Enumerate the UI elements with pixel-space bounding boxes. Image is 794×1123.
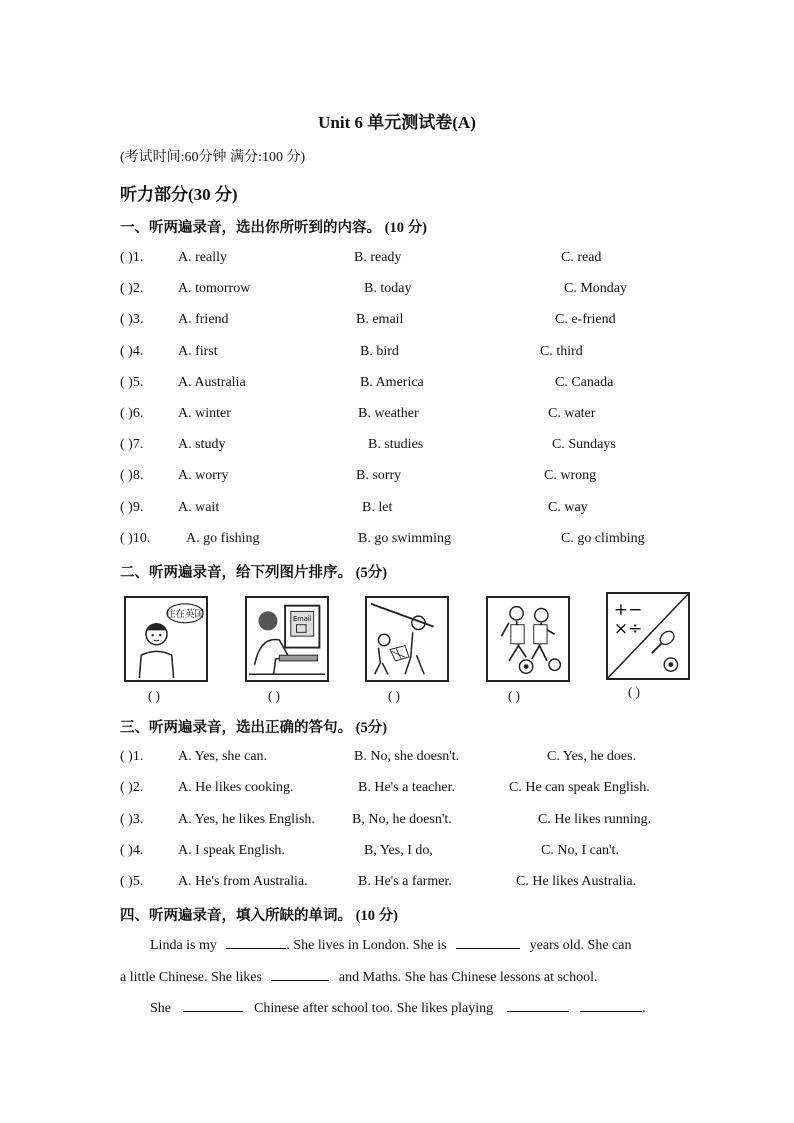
passage-line-2 [120, 968, 598, 986]
exam-info: (考试时间:60分钟 满分:100 分) [120, 150, 306, 165]
question-number[interactable]: ( )6. [120, 406, 144, 421]
maths-tennis-football-picture [606, 592, 690, 680]
question-number[interactable]: ( )5. [120, 874, 144, 889]
speech-bubble-text: 住在英国 [166, 609, 205, 621]
option-c: C. way [548, 500, 588, 515]
option-a: A. go fishing [186, 531, 260, 546]
option-c: C. go climbing [561, 531, 645, 546]
option-b: B. studies [368, 437, 424, 452]
option-b: B. No, she doesn't. [354, 749, 460, 764]
option-c: C. e-friend [555, 312, 616, 327]
option-c: C. He can speak English. [509, 780, 650, 795]
question-number[interactable]: ( )4. [120, 843, 144, 858]
fishing-picture [365, 596, 449, 682]
picture-order-blank[interactable]: ( ) [628, 684, 640, 699]
option-b: B. sorry [356, 468, 402, 483]
option-a: A. study [178, 437, 226, 452]
listening-part-heading: 听力部分(30 分) [120, 185, 238, 204]
option-b: B. He's a teacher. [358, 780, 455, 795]
option-a: A. winter [178, 406, 231, 421]
question-number[interactable]: ( )3. [120, 812, 144, 827]
option-b: B. He's a farmer. [358, 874, 452, 889]
option-a: A. Australia [178, 375, 246, 390]
option-a: A. first [178, 344, 218, 359]
passage-text: and Maths. She has Chinese lessons at school. [338, 970, 598, 985]
option-c: C. wrong [544, 468, 597, 483]
picture-order-blank[interactable]: ( ) [148, 688, 160, 703]
picture-order-blank[interactable]: ( ) [268, 688, 280, 703]
question-number[interactable]: ( )2. [120, 281, 144, 296]
option-b: B. weather [358, 406, 419, 421]
option-c: C. Sundays [552, 437, 616, 452]
svg-text:×÷: ×÷ [613, 619, 643, 640]
passage-line-3 [120, 999, 646, 1017]
option-b: B. email [356, 312, 404, 327]
page-title: Unit 6 单元测试卷(A) [318, 113, 476, 132]
option-a: A. friend [178, 312, 229, 327]
option-a: A. tomorrow [178, 281, 251, 296]
screen-email-text: Email [293, 614, 312, 623]
answer-blank[interactable] [271, 968, 329, 981]
passage-text: Linda is my [150, 938, 217, 953]
option-c: C. He likes running. [538, 812, 652, 827]
question-number[interactable]: ( )1. [120, 749, 144, 764]
passage-text: . [642, 1001, 646, 1016]
email-computer-picture [245, 596, 329, 682]
section1-heading: 一、听两遍录音，选出你所听到的内容。 (10 分) [120, 220, 427, 236]
option-a: A. I speak English. [178, 843, 285, 858]
question-number[interactable]: ( )2. [120, 780, 144, 795]
option-a: A. He likes cooking. [178, 780, 294, 795]
option-a: A. wait [178, 500, 220, 515]
option-c: C. No, I can't. [541, 843, 619, 858]
question-number[interactable]: ( )8. [120, 468, 144, 483]
option-c: C. Monday [564, 281, 627, 296]
question-number[interactable]: ( )9. [120, 500, 144, 515]
football-picture [486, 596, 570, 682]
svg-text:+−: +− [613, 600, 643, 621]
option-c: C. He likes Australia. [516, 874, 637, 889]
option-a: A. Yes, she can. [178, 749, 268, 764]
option-a: A. really [178, 250, 227, 265]
question-number[interactable]: ( )1. [120, 250, 144, 265]
option-b: B. go swimming [358, 531, 451, 546]
option-b: B. bird [360, 344, 399, 359]
option-b: B. America [360, 375, 424, 390]
option-c: C. Yes, he does. [547, 749, 637, 764]
section4-heading: 四、听两遍录音，填入所缺的单词。 (10 分) [120, 908, 398, 924]
answer-blank[interactable] [507, 999, 569, 1012]
picture-order-blank[interactable]: ( ) [508, 688, 520, 703]
question-number[interactable]: ( )7. [120, 437, 144, 452]
answer-blank[interactable] [183, 999, 243, 1012]
passage-text: . She lives in London. She is [286, 938, 447, 953]
option-b: B, Yes, I do, [364, 843, 433, 858]
answer-blank[interactable] [456, 936, 520, 949]
passage-text: a little Chinese. She likes [120, 970, 262, 985]
boy-in-england-picture [124, 596, 208, 682]
section2-heading: 二、听两遍录音，给下列图片排序。 (5分) [120, 565, 388, 581]
answer-blank[interactable] [580, 999, 642, 1012]
passage-text: Chinese after school too. She likes playing [254, 1001, 494, 1016]
picture-order-blank[interactable]: ( ) [388, 688, 400, 703]
question-number[interactable]: ( )10. [120, 531, 151, 546]
question-number[interactable]: ( )5. [120, 375, 144, 390]
passage-text: years old. She can [529, 938, 632, 953]
option-a: A. worry [178, 468, 229, 483]
option-c: C. Canada [555, 375, 614, 390]
passage-text: She [150, 1001, 171, 1016]
option-c: C. read [561, 250, 602, 265]
section3-heading: 三、听两遍录音，选出正确的答句。 (5分) [120, 720, 388, 736]
question-number[interactable]: ( )3. [120, 312, 144, 327]
option-b: B. let [362, 500, 393, 515]
option-c: C. third [540, 344, 583, 359]
option-a: A. Yes, he likes English. [178, 812, 315, 827]
option-c: C. water [548, 406, 596, 421]
answer-blank[interactable] [226, 936, 286, 949]
option-a: A. He's from Australia. [178, 874, 308, 889]
option-b: B. ready [354, 250, 402, 265]
question-number[interactable]: ( )4. [120, 344, 144, 359]
option-b: B, No, he doesn't. [352, 812, 452, 827]
option-b: B. today [364, 281, 412, 296]
passage-line-1 [120, 936, 631, 954]
